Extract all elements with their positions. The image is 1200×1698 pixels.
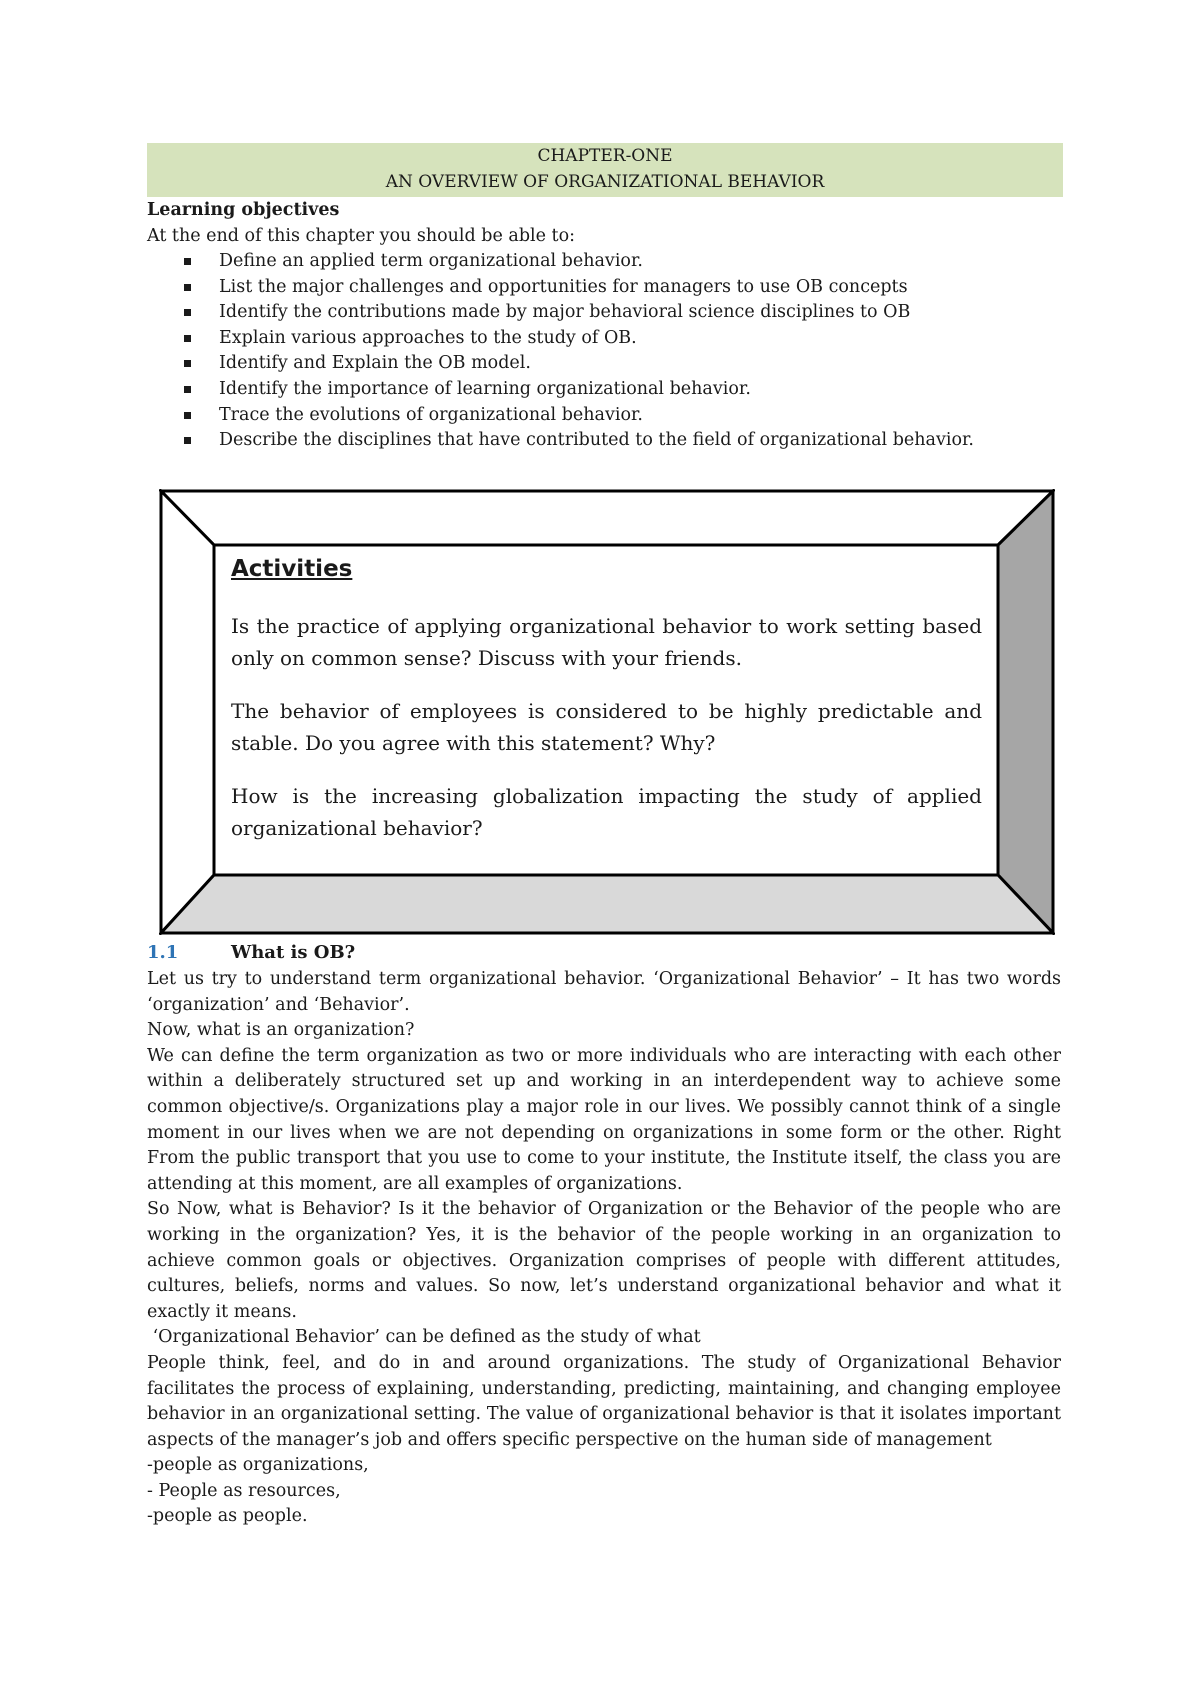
- square-bullet-icon: [184, 284, 191, 291]
- square-bullet-icon: [184, 335, 191, 342]
- square-bullet-icon: [184, 258, 191, 265]
- activities-bevel-frame: [159, 489, 1055, 935]
- body-paragraph: ‘Organizational Behavior’ can be defined as the study of what: [147, 1327, 701, 1348]
- objective-item: Identify the contributions made by major behavioral science disciplines to OB: [147, 300, 1063, 326]
- objective-item: Explain various approaches to the study of OB.: [147, 326, 1063, 352]
- activities-title: Activities: [231, 556, 353, 582]
- square-bullet-icon: [184, 360, 191, 367]
- objective-item: Describe the disciplines that have contributed to the field of organizational behavior.: [147, 428, 1063, 454]
- section-heading: [147, 940, 355, 966]
- chapter-banner: [147, 143, 1063, 197]
- chapter-number: CHAPTER-ONE: [537, 146, 673, 166]
- activities-box: [214, 545, 994, 875]
- square-bullet-icon: [184, 412, 191, 419]
- list-line: - People as resources,: [147, 1480, 341, 1501]
- square-bullet-icon: [184, 437, 191, 444]
- list-line: -people as people.: [147, 1506, 308, 1527]
- objective-item: Identify and Explain the OB model.: [147, 351, 1063, 377]
- section-body: [147, 967, 1061, 1530]
- chapter-title: AN OVERVIEW OF ORGANIZATIONAL BEHAVIOR: [385, 172, 825, 192]
- learning-objectives-list: [147, 249, 1063, 454]
- section-title: What is OB?: [231, 942, 356, 963]
- activity-question: Is the practice of applying organizational behavior to work setting based only on common sense? Discuss with your friends.: [231, 614, 982, 670]
- learning-objectives-heading: Learning objectives: [147, 200, 340, 220]
- activity-question: The behavior of employees is considered to be highly predictable and stable. Do you agree with this statement? Why?: [231, 699, 982, 755]
- body-paragraph: We can define the term organization as two or more individuals who are interacting with each other within a deliberately structured set up and working in an interdependent way to achieve some common objective/s. Organizations play a major role in our lives. We possibly cannot think of a single moment in our lives when we are not depending on organizations in some form or the other. Right From the public transport that you use to come to your institute, the Institute itself, the class you are attending at this moment, are all examples of organizations.: [147, 1045, 1061, 1194]
- body-paragraph: Let us try to understand term organizational behavior. ‘Organizational Behavior’ – It has two words ‘organization’ and ‘Behavior’.: [147, 969, 1061, 1015]
- square-bullet-icon: [184, 309, 191, 316]
- body-paragraph: People think, feel, and do in and around organizations. The study of Organizational Behavior facilitates the process of explaining, understanding, predicting, maintaining, and changing employee behavior in an organizational setting. The value of organizational behavior is that it isolates important aspects of the manager’s job and offers specific perspective on the human side of management: [147, 1352, 1061, 1450]
- activity-question: How is the increasing globalization impacting the study of applied organizational behavior?: [231, 784, 982, 840]
- square-bullet-icon: [184, 386, 191, 393]
- section-number: 1.1: [147, 942, 179, 963]
- list-line: -people as organizations,: [147, 1455, 369, 1476]
- objective-item: Define an applied term organizational behavior.: [147, 249, 1063, 275]
- objective-item: Identify the importance of learning organizational behavior.: [147, 377, 1063, 403]
- body-paragraph: So Now, what is Behavior? Is it the behavior of Organization or the Behavior of the people who are working in the organization? Yes, it is the behavior of the people working in an organization to achieve common goals or objectives. Organization comprises of people with different attitudes, cultures, beliefs, norms and values. So now, let’s understand organizational behavior and what it exactly it means.: [147, 1199, 1061, 1322]
- learning-objectives-intro: At the end of this chapter you should be able to:: [147, 226, 575, 246]
- objective-item: Trace the evolutions of organizational behavior.: [147, 403, 1063, 429]
- body-paragraph: Now, what is an organization?: [147, 1020, 415, 1041]
- objective-item: List the major challenges and opportunities for managers to use OB concepts: [147, 275, 1063, 301]
